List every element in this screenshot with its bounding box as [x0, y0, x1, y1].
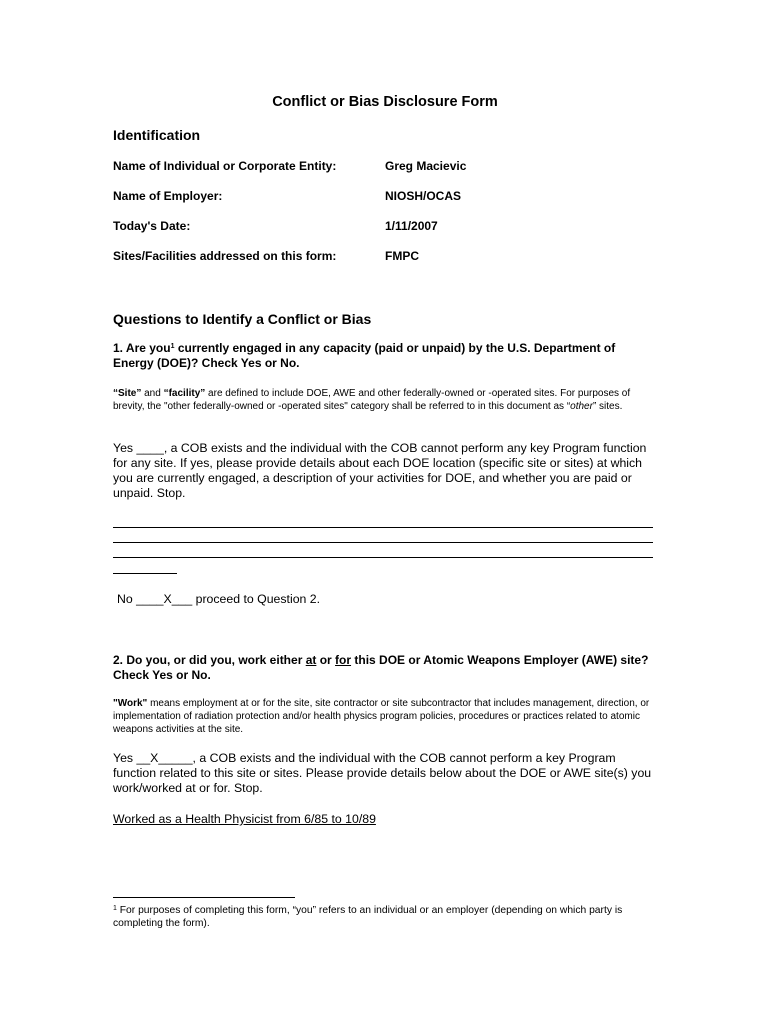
identification-heading: Identification	[113, 127, 201, 143]
answer-line-1[interactable]	[113, 527, 653, 528]
footnote-separator	[113, 897, 295, 898]
footnote-ref: 1	[170, 343, 175, 350]
footnote: $^1$ For purposes of completing this form, “you” refers to an individual or an employer (depending on which party is completing the form).	[113, 905, 623, 929]
field-label-employer: Name of Employer:	[113, 189, 223, 203]
answer-line-2[interactable]	[113, 542, 653, 543]
work-definition: "Work" means employment at or for the site, site contractor or site subcontractor that includes management, direction, or implementation of radiation protection and/or health physics program policies, procedures or practices related to atomic weapons activities at the site.	[113, 698, 650, 735]
field-label-name: Name of Individual or Corporate Entity:	[113, 159, 337, 173]
answer-line-4[interactable]	[113, 573, 177, 574]
site-definition: “Site” and “facility” are defined to include DOE, AWE and other federally-owned or -operated sites. For purposes of brevity, the "other federally-owned or -operated sites" category shall be referred to in this document as “other” sites.	[113, 388, 631, 412]
q2-yes-option: Yes __X_____, a COB exists and the individual with the COB cannot perform a key Program function related to this site or sites. Please provide details below about the DOE or AWE site(s) you work/worked at or for. Stop.	[113, 751, 652, 795]
field-label-sites: Sites/Facilities addressed on this form:	[113, 249, 337, 263]
field-value-name: Greg Macievic	[385, 159, 467, 173]
form-title: Conflict or Bias Disclosure Form	[272, 94, 498, 110]
question-2: 2. Do you, or did you, work either at or for this DOE or Atomic Weapons Employer (AWE) site? Check Yes or No.	[113, 653, 649, 682]
q2-answer: Worked as a Health Physicist from 6/85 to 10/89	[113, 812, 376, 826]
field-value-date: 1/11/2007	[385, 219, 438, 233]
answer-line-3[interactable]	[113, 557, 653, 558]
field-value-sites: FMPC	[385, 249, 419, 263]
q1-no-option: No ____X___ proceed to Question 2.	[117, 592, 321, 606]
field-value-employer: NIOSH/OCAS	[385, 189, 462, 203]
question-1: 1. Are you$^1$ currently engaged in any capacity (paid or unpaid) by the U.S. Department of Energy (DOE)? Check Yes or No.	[113, 341, 616, 370]
q1-yes-option: Yes ____, a COB exists and the individual with the COB cannot perform any key Program function for any site. If yes, please provide details about each DOE location (specific site or sites) at which you are currently engaged, a description of your activities for DOE, and whether you are paid or unpaid. Stop.	[113, 441, 647, 500]
questions-heading: Questions to Identify a Conflict or Bias	[113, 311, 372, 327]
field-label-date: Today's Date:	[113, 219, 191, 233]
